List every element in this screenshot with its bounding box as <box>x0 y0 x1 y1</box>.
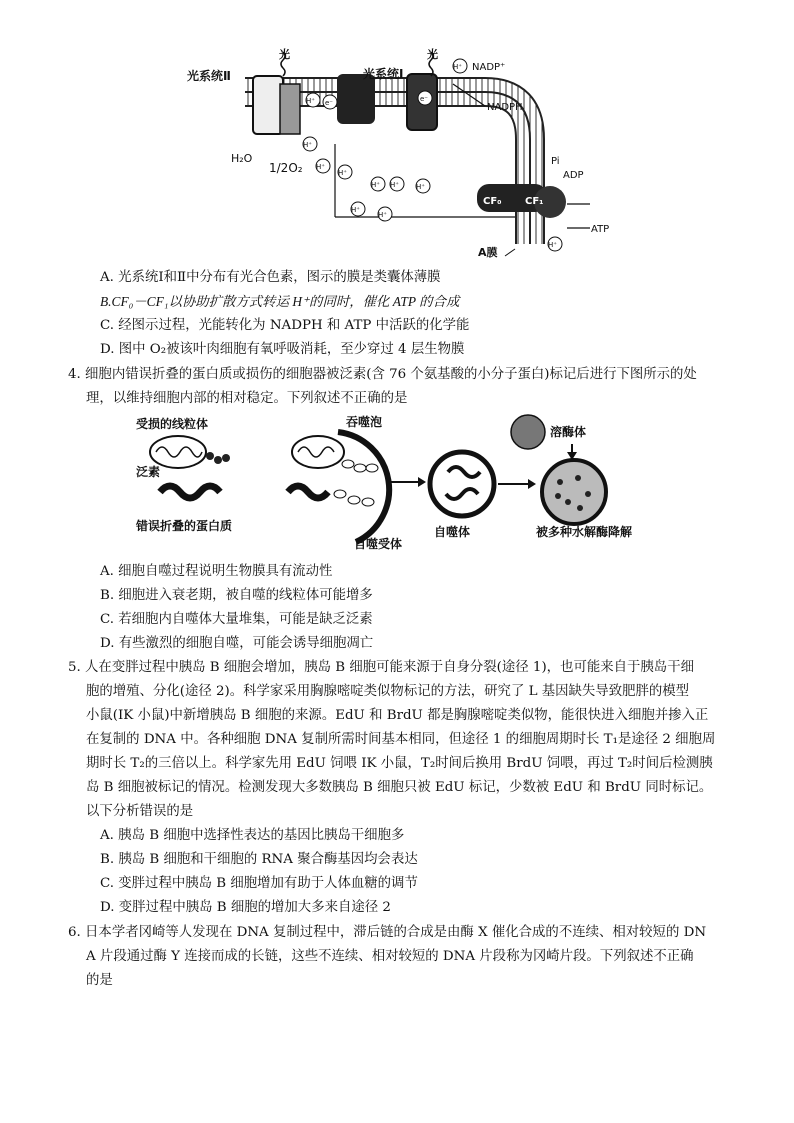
svg-text:CF₀: CF₀ <box>483 196 502 207</box>
light-label-1: 光 <box>279 48 290 61</box>
membrane-label: A膜 <box>478 246 498 259</box>
o2-label: 1/2O₂ <box>269 161 303 175</box>
q4-option-c: C. 若细胞内自噬体大量堆集，可能是缺乏泛素 <box>100 612 373 627</box>
q6-line-2: A 片段通过酶 Y 连接而成的长链，这些不连续、相对较短的 DNA 片段称为冈崎片段。下列叙述不正确 <box>86 949 694 964</box>
phagophore-label: 吞噬泡 <box>346 415 383 429</box>
ps2-label: 光系统Ⅱ <box>187 69 231 83</box>
svg-text:H⁺: H⁺ <box>338 169 347 177</box>
ps1-label: 光系统Ⅰ <box>363 67 404 81</box>
q6-line-1: 6. 日本学者冈崎等人发现在 DNA 复制过程中，滞后链的合成是由酶 X 催化合成的不连续、相对较短的 DN <box>68 925 707 940</box>
q4-option-d: D. 有些激烈的细胞自噬，可能会诱导细胞凋亡 <box>100 636 374 651</box>
svg-text:H⁺: H⁺ <box>453 63 462 71</box>
nadph-label: NADPH <box>487 102 523 113</box>
svg-text:e⁻: e⁻ <box>325 99 334 107</box>
damaged-mito-label: 受损的线粒体 <box>136 417 209 431</box>
q5-line-6: 岛 B 细胞被标记的情况。检测发现大多数胰岛 B 细胞只被 EdU 标记，少数被 EdU 和 BrdU 同时标记。 <box>86 780 713 795</box>
svg-text:H⁺: H⁺ <box>316 163 325 171</box>
receptor-label: 自噬受体 <box>354 537 403 551</box>
q3-option-b: B.CF₀－CF₁以协助扩散方式转运 H⁺的同时，催化 ATP 的合成 <box>100 294 460 309</box>
light-label-2: 光 <box>427 48 438 61</box>
q3-option-a: A. 光系统Ⅰ和Ⅱ中分布有光合色素，图示的膜是类囊体薄膜 <box>100 270 441 285</box>
q3-option-d: D. 图中 O₂被该叶肉细胞有氧呼吸消耗，至少穿过 4 层生物膜 <box>100 342 465 357</box>
h2o-label: H₂O <box>231 152 253 165</box>
lysosome-label: 溶酶体 <box>550 425 587 439</box>
q5-option-b: B. 胰岛 B 细胞和干细胞的 RNA 聚合酶基因均会表达 <box>100 852 418 867</box>
q5-option-d: D. 变胖过程中胰岛 B 细胞的增加大多来自途径 2 <box>100 900 391 915</box>
q5-line-4: 在复制的 DNA 中。各种细胞 DNA 复制所需时间基本相同，但途径 1 的细胞周期时长 T₁是途径 2 细胞周 <box>86 732 716 747</box>
degraded-label: 被多种水解酶降解 <box>536 525 633 539</box>
q4-stem-line-2: 理，以维持细胞内部的相对稳定。下列叙述不正确的是 <box>86 391 408 406</box>
svg-text:H⁺: H⁺ <box>306 97 315 105</box>
atp-label: ATP <box>591 224 610 235</box>
q5-option-c: C. 变胖过程中胰岛 B 细胞增加有助于人体血糖的调节 <box>100 876 418 891</box>
svg-text:e⁻: e⁻ <box>420 95 429 103</box>
q4-stem-line-1: 4. 细胞内错误折叠的蛋白质或损伤的细胞器被泛素(含 76 个氨基酸的小分子蛋白)标记后进行下图所示的处 <box>68 367 697 382</box>
svg-text:H⁺: H⁺ <box>378 211 387 219</box>
q5-line-2: 胞的增殖、分化(途径 2)。科学家采用胸腺嘧啶类似物标记的方法，研究了 L 基因缺失导致肥胖的模型 <box>86 684 690 699</box>
q3-option-c: C. 经图示过程，光能转化为 NADPH 和 ATP 中活跃的化学能 <box>100 318 470 333</box>
thylakoid-membrane-figure <box>185 44 610 264</box>
svg-text:H⁺: H⁺ <box>303 141 312 149</box>
svg-text:H⁺: H⁺ <box>390 181 399 189</box>
q5-option-a: A. 胰岛 B 细胞中选择性表达的基因比胰岛干细胞多 <box>100 828 405 843</box>
q5-line-1: 5. 人在变胖过程中胰岛 B 细胞会增加，胰岛 B 细胞可能来源于自身分裂(途径 1)，也可能来自于胰岛干细 <box>68 660 694 675</box>
misfolded-label: 错误折叠的蛋白质 <box>136 519 233 533</box>
ubiquitin-label: 泛素 <box>136 465 161 479</box>
nadp-label: NADP⁺ <box>472 62 506 73</box>
svg-text:H⁺: H⁺ <box>351 206 360 214</box>
autophagosome-label: 自噬体 <box>434 525 471 539</box>
q5-line-7: 以下分析错误的是 <box>86 804 194 819</box>
svg-text:CF₁: CF₁ <box>525 196 544 207</box>
adp-label: ADP <box>563 170 584 181</box>
svg-text:H⁺: H⁺ <box>371 181 380 189</box>
pi-label: Pi <box>551 156 560 167</box>
svg-text:H⁺: H⁺ <box>548 241 557 249</box>
q6-line-3: 的是 <box>86 973 113 988</box>
q5-line-5: 期时长 T₂的三倍以上。科学家先用 EdU 饲喂 IK 小鼠，T₂时间后换用 BrdU 饲喂，再过 T₂时间后检测胰 <box>86 756 713 771</box>
q4-option-a: A. 细胞自噬过程说明生物膜具有流动性 <box>100 564 333 579</box>
svg-text:H⁺: H⁺ <box>416 183 425 191</box>
autophagy-figure <box>128 412 660 552</box>
q5-line-3: 小鼠(IK 小鼠)中新增胰岛 B 细胞的来源。EdU 和 BrdU 都是胸腺嘧啶类似物，能很快进入细胞并掺入正 <box>86 708 709 723</box>
q4-option-b: B. 细胞进入衰老期，被自噬的线粒体可能增多 <box>100 588 373 603</box>
